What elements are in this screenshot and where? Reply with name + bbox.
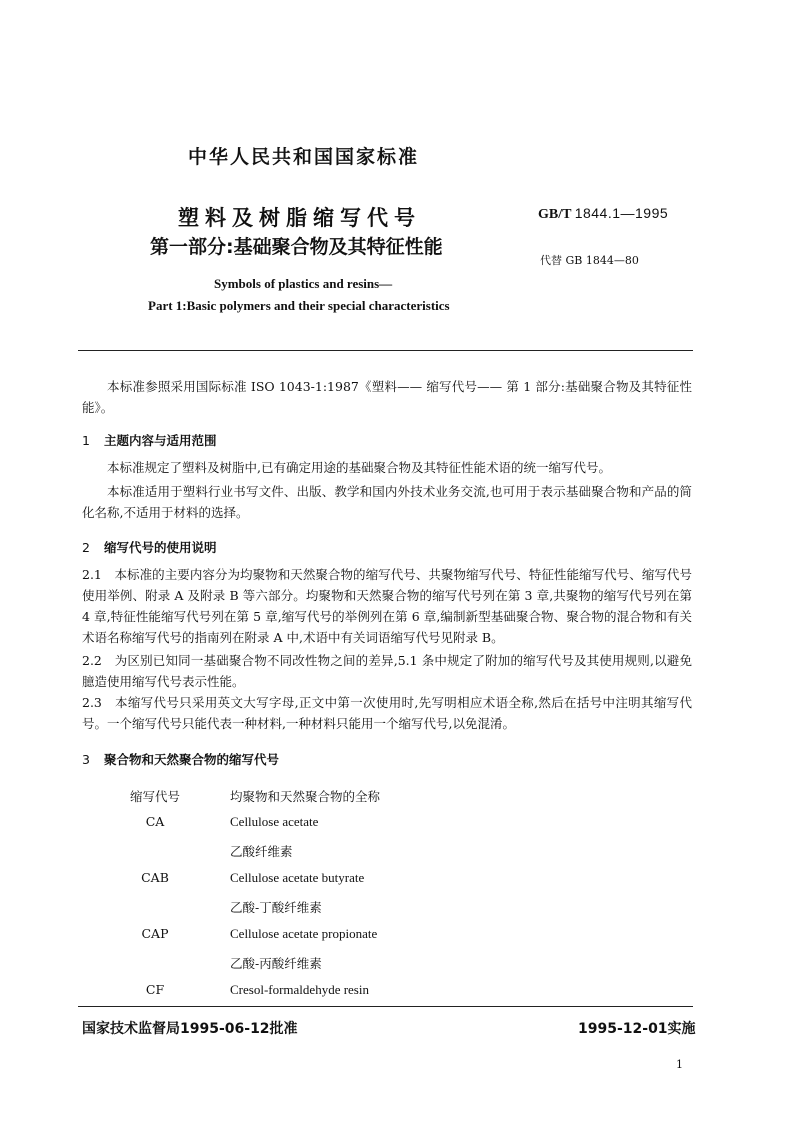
table-row-name-en: Cellulose acetate bbox=[230, 814, 319, 829]
section-2-1: 2.1 本标准的主要内容分为均聚物和天然聚合物的缩写代号、共聚物缩写代号、特征性能缩写代号、缩写代号使用举例、附录 A 及附录 B 等六部分。均聚物和天然聚合物的缩写代号列在第 3 章,共聚物的缩写代号列在第 4 章,特征性能缩写代号列在第 5 章,缩写代号的举例列在第 6 章,编制新型基础聚合物、聚合物的混合物和有关术语名称缩写代号的指南列在附录 A 中,术语中有关词语缩写代号见附录 B。 bbox=[82, 567, 692, 645]
replaces-standard: 代替 GB 1844—80 bbox=[540, 254, 639, 267]
table-header-name: 均聚物和天然聚合物的全称 bbox=[230, 789, 381, 804]
table-row-name-en: Cellulose acetate propionate bbox=[230, 926, 378, 941]
section-1-heading bbox=[82, 431, 217, 449]
table-row-code: CAP bbox=[141, 926, 169, 941]
footer-divider bbox=[78, 1006, 693, 1007]
section-title: 主题内容与适用范围 bbox=[104, 433, 217, 448]
table-row-name-zh: 乙酸-丙酸纤维素 bbox=[230, 956, 322, 971]
table-row-code: CAB bbox=[141, 870, 169, 885]
table-row-name-zh: 乙酸纤维素 bbox=[230, 844, 293, 859]
approval-date: 国家技术监督局1995-06-12批准 bbox=[82, 1021, 298, 1037]
intro-paragraph: 本标准参照采用国际标准 ISO 1043-1:1987《塑料—— 缩写代号—— 第 1 部分:基础聚合物及其特征性能》。 bbox=[82, 379, 692, 415]
title-en-line2: Part 1:Basic polymers and their special characteristics bbox=[148, 298, 450, 313]
standard-prefix: GB/T bbox=[538, 207, 572, 222]
section-1-para-1: 本标准规定了塑料及树脂中,已有确定用途的基础聚合物及其特征性能术语的统一缩写代号。 bbox=[107, 460, 611, 475]
issuing-organization: 中华人民共和国国家标准 bbox=[188, 146, 420, 168]
section-number: 3 bbox=[82, 752, 90, 767]
header-divider bbox=[78, 350, 693, 351]
section-3-heading bbox=[82, 750, 279, 768]
page-number: 1 bbox=[676, 1058, 683, 1071]
table-row-code: CA bbox=[145, 814, 165, 829]
table-row-code: CF bbox=[145, 982, 165, 997]
section-1-para-2: 本标准适用于塑料行业书写文件、出版、教学和国内外技术业务交流,也可用于表示基础聚合物和产品的简化名称,不适用于材料的选择。 bbox=[82, 484, 692, 520]
section-number: 1 bbox=[82, 433, 90, 448]
table-row-name-en: Cellulose acetate butyrate bbox=[230, 870, 365, 885]
table-row-name-en: Cresol-formaldehyde resin bbox=[230, 982, 369, 997]
section-title: 聚合物和天然聚合物的缩写代号 bbox=[104, 752, 280, 767]
title-zh: 塑料及树脂缩写代号 bbox=[178, 206, 421, 230]
subtitle-zh: 第一部分:基础聚合物及其特征性能 bbox=[150, 236, 443, 258]
section-2-2: 2.2 为区别已知同一基础聚合物不同改性物之间的差异,5.1 条中规定了附加的缩写代号及其使用规则,以避免臆造使用缩写代号表示性能。 bbox=[82, 653, 692, 689]
section-2-heading bbox=[82, 538, 217, 556]
implementation-date: 1995-12-01实施 bbox=[578, 1021, 696, 1037]
section-number: 2 bbox=[82, 540, 90, 555]
table-row-name-zh: 乙酸-丁酸纤维素 bbox=[230, 900, 322, 915]
table-header-code: 缩写代号 bbox=[129, 789, 180, 804]
standard-number bbox=[538, 205, 668, 223]
standard-number-value: 1844.1—1995 bbox=[574, 205, 669, 221]
title-en-line1: Symbols of plastics and resins— bbox=[214, 276, 393, 291]
section-title: 缩写代号的使用说明 bbox=[104, 540, 217, 555]
section-2-3: 2.3 本缩写代号只采用英文大写字母,正文中第一次使用时,先写明相应术语全称,然后在括号中注明其缩写代号。一个缩写代号只能代表一种材料,一种材料只能用一个缩写代号,以免混淆。 bbox=[82, 695, 692, 731]
